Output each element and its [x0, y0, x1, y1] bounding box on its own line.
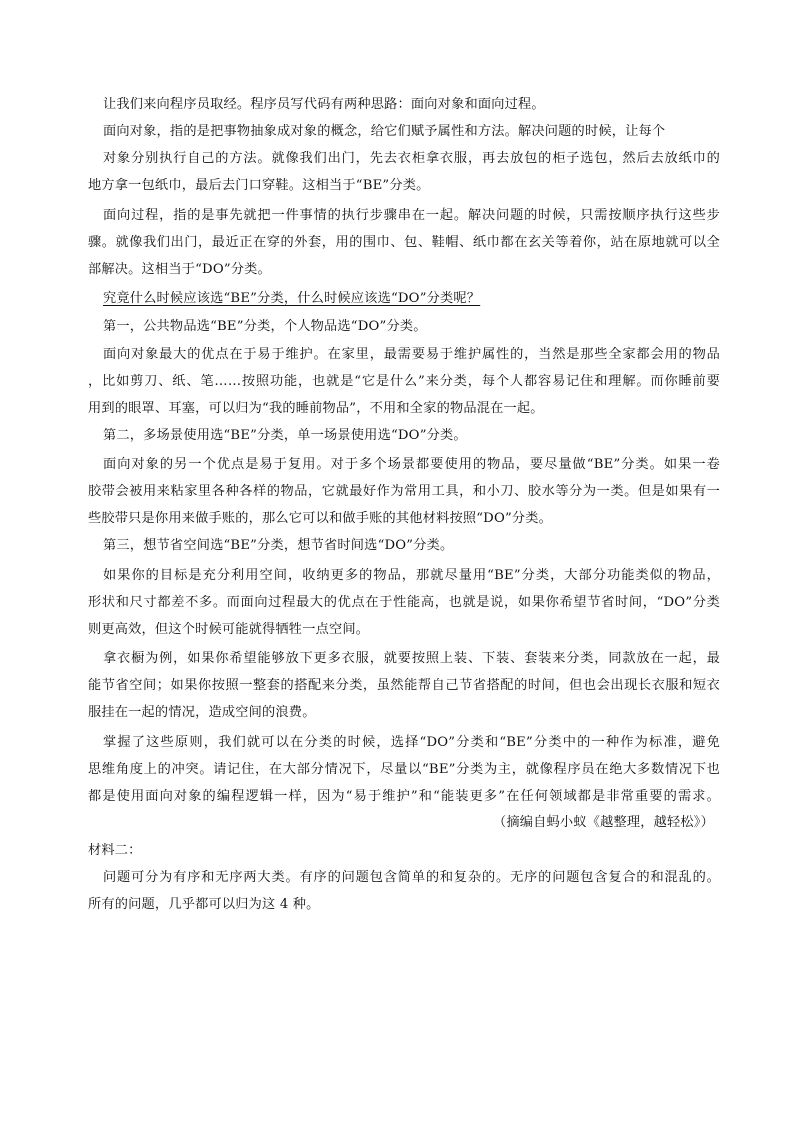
paragraph-line: 服挂在一起的情况，造成空间的浪费。 — [88, 705, 316, 720]
paragraph-line: 如果你的目标是充分利用空间，收纳更多的物品，那就尽量用“BE”分类，大部分功能类似的物品， — [103, 568, 720, 583]
paragraph-line: 面向过程，指的是事先就把一件事情的执行步骤串在一起。解决问题的时候，只需按顺序执行这些步 — [103, 208, 720, 223]
paragraph-line: 骤。就像我们出门，最近正在穿的外套，用的围巾、包、鞋帽、纸巾都在玄关等着你，站在原地就可以全 — [88, 235, 720, 250]
material-heading: 材料二： — [88, 843, 142, 858]
paragraph-line: 则更高效，但这个时候可能就得牺牲一点空间。 — [88, 622, 370, 637]
paragraph-line: 部解决。这相当于“DO”分类。 — [88, 262, 271, 277]
paragraph-line: 能节省空间；如果你按照一整套的搭配来分类，虽然能帮自己节省搭配的时间，但也会出现长衣服和短衣 — [88, 678, 720, 693]
paragraph-line: 面向对象的另一个优点是易于复用。对于多个场景都要使用的物品，要尽量做“BE”分类。如果一卷 — [103, 457, 720, 472]
paragraph-line: 地方拿一包纸巾，最后去门口穿鞋。这相当于“BE”分类。 — [88, 178, 430, 193]
paragraph-line: 些胶带只是你用来做手账的，那么它可以和做手账的其他材料按照“DO”分类。 — [88, 511, 553, 526]
principle-heading-1: 第一，公共物品选“BE”分类，个人物品选“DO”分类。 — [103, 319, 427, 334]
paragraph-line: ，比如剪刀、纸、笔……按照功能，也就是“它是什么”来分类，每个人都容易记住和理解。而你睡前要 — [88, 374, 720, 389]
paragraph-line: 对象分别执行自己的方法。就像我们出门，先去衣柜拿衣服，再去放包的柜子选包，然后去放纸巾的 — [103, 151, 720, 166]
paragraph-line: 面向对象，指的是把事物抽象成对象的概念，给它们赋予属性和方法。解决问题的时候，让每个 — [103, 124, 666, 139]
paragraph-line: 都是使用面向对象的编程逻辑一样，因为“易于维护”和“能装更多”在任何领域都是非常重要的需求。 — [88, 789, 720, 804]
principle-heading-3: 第三，想节省空间选“BE”分类，想节省时间选“DO”分类。 — [103, 538, 454, 553]
paragraph-line: 用到的眼罩、耳塞，可以归为“我的睡前物品”，不用和全家的物品混在一起。 — [88, 401, 544, 416]
source-citation: （摘编自蚂小蚁《越整理，越轻松》） — [493, 815, 714, 830]
paragraph-line: 胶带会被用来粘家里各种各样的物品，它就最好作为常用工具，和小刀、胶水等分为一类。但是如果有一 — [88, 484, 720, 499]
paragraph-line: 让我们来向程序员取经。程序员写代码有两种思路：面向对象和面向过程。 — [103, 97, 545, 112]
paragraph-line: 拿衣橱为例，如果你希望能够放下更多衣服，就要按照上装、下装、套装来分类，同款放在一起，最 — [103, 651, 720, 666]
principle-heading-2: 第二，多场景使用选“BE”分类，单一场景使用选“DO”分类。 — [103, 428, 467, 443]
question-heading: 究竟什么时候应该选“BE”分类，什么时候应该选“DO”分类呢？ — [103, 291, 481, 306]
paragraph-line: 形状和尺寸都差不多。而面向过程最大的优点在于性能高，也就是说，如果你希望节省时间，“DO”分类 — [88, 595, 720, 610]
paragraph-line: 面向对象最大的优点在于易于维护。在家里，最需要易于维护属性的，当然是那些全家都会用的物品 — [103, 347, 720, 362]
paragraph-line: 掌握了这些原则，我们就可以在分类的时候，选择“DO”分类和“BE”分类中的一种作为标准，避免 — [103, 735, 720, 750]
paragraph-line: 所有的问题，几乎都可以归为这 4 种。 — [88, 897, 320, 912]
paragraph-line: 思维角度上的冲突。请记住，在大部分情况下，尽量以“BE”分类为主，就像程序员在绝大多数情况下也 — [88, 762, 720, 777]
paragraph-line: 问题可分为有序和无序两大类。有序的问题包含简单的和复杂的。无序的问题包含复合的和混乱的。 — [103, 870, 720, 885]
